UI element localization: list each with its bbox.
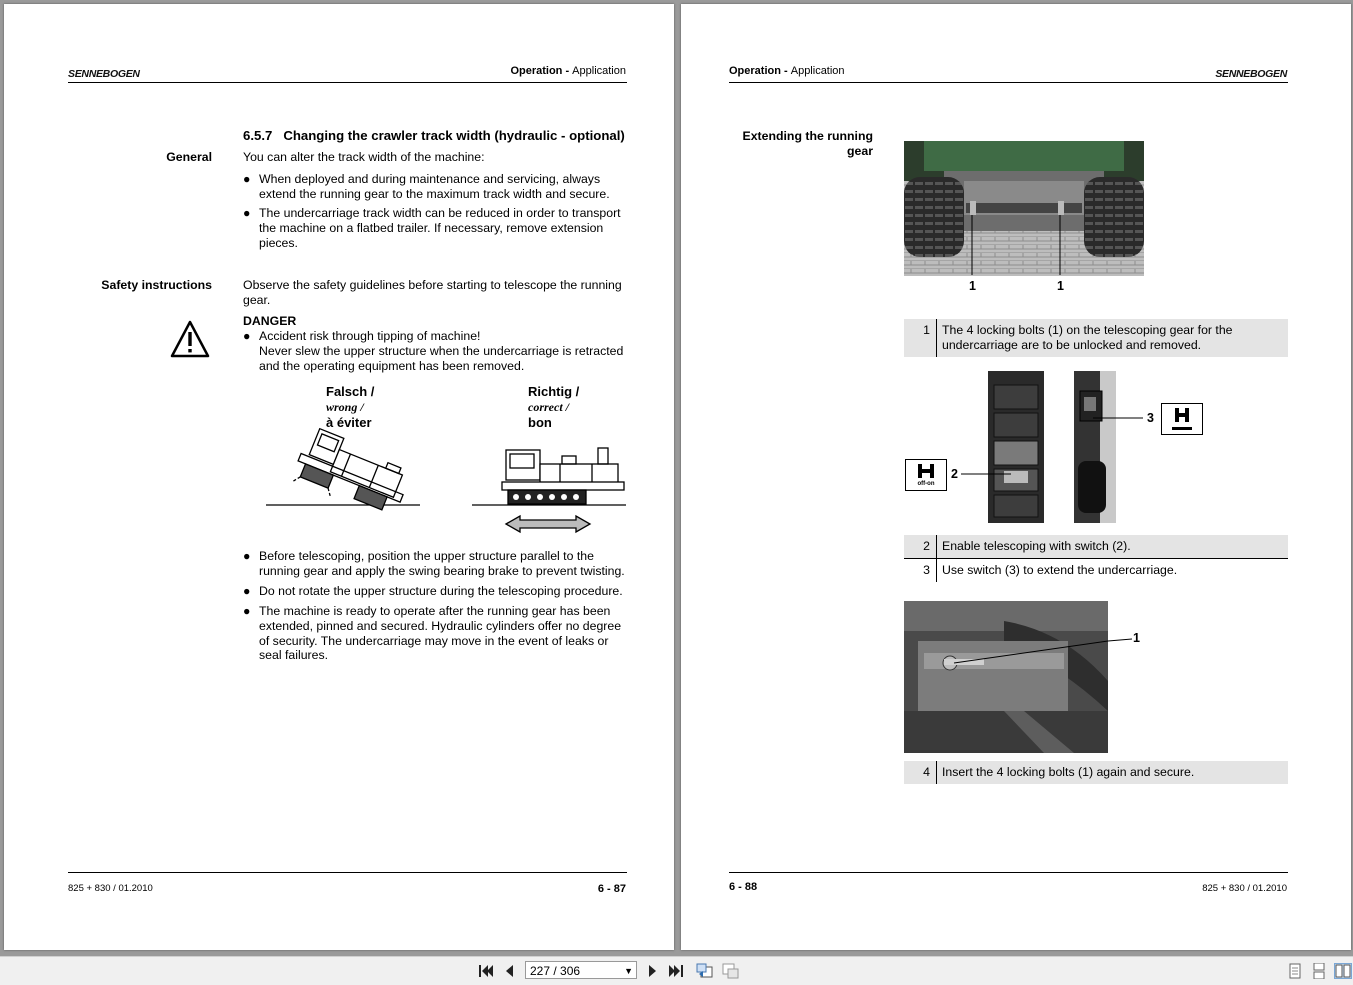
callout-3-leader (1093, 416, 1143, 420)
section-title: 6.5.7 Changing the crawler track width (hydraulic - optional) (243, 128, 625, 143)
switch-label: off-on (917, 481, 935, 487)
last-page-icon (668, 963, 686, 979)
caption-line-italic: wrong / (326, 399, 364, 414)
page-number-value: 227 / 306 (530, 964, 581, 978)
footer-edition: 825 + 830 / 01.2010 (68, 883, 153, 894)
footer-rule (729, 872, 1288, 873)
continuous-view-button[interactable] (1310, 963, 1328, 979)
footer-page-number: 6 - 88 (729, 881, 758, 893)
undercarriage-photo (904, 141, 1144, 276)
step-row-1 (904, 319, 1288, 357)
step-divider (936, 535, 937, 558)
locking-bolt-drawing (904, 601, 1108, 753)
step-text (942, 563, 1284, 578)
danger-title: DANGER (243, 314, 297, 328)
header-rule (68, 82, 627, 83)
bullet-dot: ● (243, 584, 251, 598)
tipping-machine-figure (262, 422, 632, 534)
header-rest: Application (572, 65, 626, 77)
previous-page-button[interactable] (500, 963, 518, 979)
step-text (942, 323, 1284, 353)
continuous-page-icon (1310, 963, 1328, 979)
next-page-button[interactable] (644, 963, 662, 979)
bullet-dot: ● (243, 206, 251, 220)
side-label-extending (743, 129, 873, 159)
switch-panel-photo-left (988, 371, 1044, 523)
general-intro: You can alter the track width of the machine: (243, 150, 485, 164)
header-rule (729, 82, 1288, 83)
previous-page-icon (500, 963, 518, 979)
caption-line: à éviter (326, 415, 372, 430)
viewer-toolbar (0, 956, 1353, 985)
callout-1-leader (1108, 638, 1132, 644)
sennebogen-logo: SENNEBOGEN (1215, 68, 1287, 80)
safety-intro-line: gear. (243, 292, 271, 307)
page-number-select[interactable] (525, 961, 637, 979)
step-number: 4 (923, 765, 930, 779)
header-bold: Operation (729, 65, 781, 77)
first-page-icon (476, 963, 494, 979)
go-back-view-button[interactable] (696, 963, 714, 979)
step-text (942, 765, 1284, 780)
switch-panel-drawing (988, 371, 1044, 523)
next-page-icon (644, 963, 662, 979)
single-page-icon (1286, 963, 1304, 979)
bullet-line: The undercarriage track width can be reduced in order to transport (259, 206, 621, 220)
caption-line: bon (528, 415, 552, 430)
step-number: 1 (923, 323, 930, 337)
chevron-down-icon: ▼ (624, 966, 633, 976)
switch-panel-photo-right (1074, 371, 1116, 523)
step-row-4 (904, 761, 1288, 784)
sennebogen-logo: SENNEBOGEN (68, 68, 140, 80)
bullet-dot: ● (243, 604, 251, 618)
step-line: Insert the 4 locking bolts (1) again and secure. (942, 765, 1195, 779)
callout-1-right: 1 (1057, 279, 1064, 293)
single-page-view-button[interactable] (1286, 963, 1304, 979)
telescope-symbol-icon (906, 460, 946, 482)
two-page-view-button[interactable] (1334, 963, 1352, 979)
bullet-dot: ● (243, 172, 251, 186)
side-label-line: Extending the running (742, 129, 873, 143)
step-line: Use switch (3) to extend the undercarriage. (942, 563, 1178, 577)
bullet-line: seal failures. (259, 648, 329, 663)
callout-3: 3 (1147, 411, 1154, 425)
callout-1-left: 1 (969, 279, 976, 293)
locking-bolt-photo (904, 601, 1108, 753)
go-forward-view-button[interactable] (722, 963, 740, 979)
back-view-icon (696, 963, 714, 979)
step-row-3 (904, 559, 1288, 582)
side-label-line: gear (847, 143, 873, 158)
step-line: The 4 locking bolts (1) on the telescoping gear for the (942, 323, 1233, 337)
bullet-line: Before telescoping, position the upper structure parallel to the (259, 549, 594, 563)
step-line: undercarriage are to be unlocked and removed. (942, 337, 1202, 352)
bullet-dot: ● (243, 549, 251, 563)
page-header (729, 65, 845, 77)
last-page-button[interactable] (668, 963, 686, 979)
side-label-general: General (166, 150, 212, 164)
document-page-right (681, 4, 1351, 950)
callout-2-leader (961, 472, 1011, 476)
header-sep: - (780, 65, 791, 77)
bullet-dot: ● (243, 329, 251, 343)
forward-view-icon (722, 963, 740, 979)
first-page-button[interactable] (476, 963, 494, 979)
bullet-line: extended, pinned and secured. Hydraulic cylinders offer no degree (259, 618, 622, 633)
safety-intro (243, 278, 622, 308)
callout-1-bolt: 1 (1133, 631, 1140, 645)
header-bold: Operation (510, 65, 563, 77)
callout-2: 2 (951, 467, 958, 481)
two-page-icon (1335, 964, 1351, 978)
danger-line: and the operating equipment has been removed. (259, 358, 525, 373)
telescope-enable-switch-icon (905, 459, 947, 491)
header-rest: Application (790, 65, 845, 77)
undercarriage-photo-drawing (904, 141, 1144, 276)
caption-line: Richtig / (528, 384, 580, 399)
step-divider (936, 761, 937, 784)
caption-line: Falsch / (326, 384, 375, 399)
header-sep: - (562, 65, 573, 77)
page-header (510, 65, 626, 77)
bullet-line: The machine is ready to operate after the running gear has been (259, 604, 611, 618)
step-text (942, 539, 1284, 554)
danger-line: Accident risk through tipping of machine! (259, 329, 481, 343)
bullet-line: pieces. (259, 235, 298, 250)
side-label-safety: Safety instructions (101, 278, 212, 292)
bullet-line: running gear and apply the swing bearing brake to prevent twisting. (259, 563, 625, 578)
extend-switch-icon (1161, 403, 1203, 435)
safety-intro-line: Observe the safety guidelines before starting to telescope the running (243, 278, 622, 292)
bullet-line: Do not rotate the upper structure during the telescoping procedure. (259, 584, 623, 598)
step-divider (936, 319, 937, 357)
bullet-line: of security. The undercarriage may move in the event of leaks or (259, 633, 609, 648)
step-row-2 (904, 535, 1288, 559)
step-divider (936, 559, 937, 582)
bullet-line: When deployed and during maintenance and servicing, always (259, 172, 601, 186)
footer-rule (68, 872, 627, 873)
danger-line: Never slew the upper structure when the undercarriage is retracted (259, 343, 624, 358)
step-number: 2 (923, 539, 930, 553)
footer-page-number: 6 - 87 (597, 883, 626, 895)
bullet-line: extend the running gear to the maximum track width and secure. (259, 186, 610, 201)
document-page-left (4, 4, 674, 950)
footer-edition: 825 + 830 / 01.2010 (1202, 883, 1287, 894)
switch-panel-drawing (1074, 371, 1116, 523)
step-number: 3 (923, 563, 930, 577)
extend-symbol-icon (1162, 404, 1202, 434)
warning-triangle-icon (170, 320, 210, 358)
step-line: Enable telescoping with switch (2). (942, 539, 1131, 553)
bullet-line: the machine on a flatbed trailer. If necessary, remove extension (259, 220, 604, 235)
caption-line-italic: correct / (528, 399, 569, 414)
